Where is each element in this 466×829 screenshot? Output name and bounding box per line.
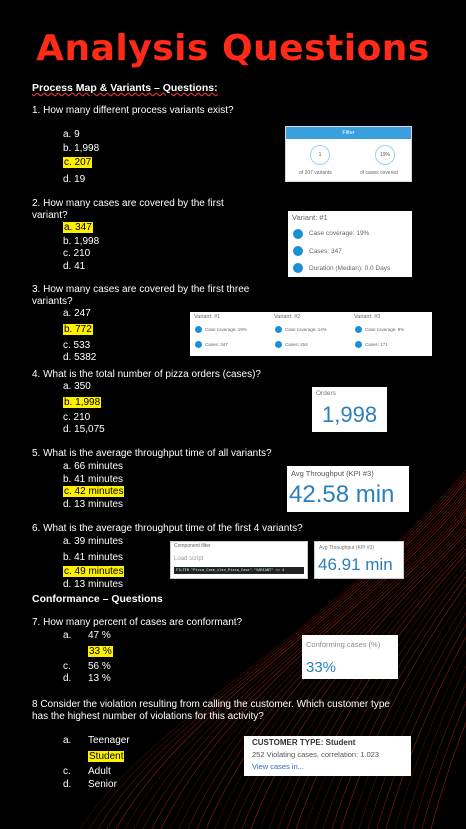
q5-option-a: a. 66 minutes — [63, 461, 124, 472]
q3-option-a: a. 247 — [63, 308, 91, 319]
load-script-label: Load script — [174, 556, 204, 562]
view-cases-link[interactable]: View cases in... — [252, 762, 304, 771]
q3-option-c: c. 533 — [63, 340, 91, 351]
section-heading-conformance: Conformance – Questions — [32, 593, 163, 605]
variants-1-3-widget — [190, 312, 432, 356]
avg-throughput-label: Avg Throughput (KPI #3) — [291, 469, 374, 478]
component-filter-title: Component filter — [174, 543, 211, 549]
kpi3-label: Avg Throughput (KPI #3) — [319, 545, 375, 551]
q2-option-b: b. 1,998 — [63, 236, 100, 247]
question-1: 1. How many different process variants exist? — [32, 105, 234, 116]
q3-option-d: d. 5382 — [63, 352, 97, 363]
q5-option-d: d. 13 minutes — [63, 499, 124, 510]
variant-2-cases-dot — [275, 341, 282, 348]
q8-option-c: Adult — [88, 766, 111, 777]
question-8: 8 Consider the violation resulting from calling the customer. Which customer type has the highest number of violations for this activity? — [32, 699, 390, 722]
question-7: 7. How many percent of cases are conformant? — [32, 617, 243, 628]
q1-option-c-highlighted: c. 207 — [64, 157, 92, 168]
variants-caption: of 207 variants — [299, 170, 332, 176]
q5-option-c-highlighted: c. 42 minutes — [64, 486, 124, 497]
variant-title: Variant: #1 — [292, 213, 328, 222]
variant-count-circle: 1 — [310, 145, 330, 165]
filter-widget — [285, 126, 412, 182]
q1-option-b: b. 1,998 — [63, 143, 100, 154]
avg-throughput-widget — [287, 466, 409, 512]
q4-option-a: a. 350 — [63, 381, 91, 392]
variant-3-coverage: Case coverage: 9% — [365, 327, 405, 332]
q7-option-a: 47 % — [88, 630, 111, 641]
q4-option-c: c. 210 — [63, 412, 91, 423]
q7-option-a-letter: a. — [63, 630, 72, 641]
conforming-cases-widget — [302, 635, 398, 679]
q6-option-d: d. 13 minutes — [63, 579, 124, 590]
question-2: 2. How many cases are covered by the first variant? — [32, 198, 224, 221]
q1-option-a: a. 9 — [63, 129, 80, 140]
variant-3-cases: Cases: 171 — [365, 342, 388, 347]
q6-option-b: b. 41 minutes — [63, 552, 124, 563]
customer-type-title: CUSTOMER TYPE: Student — [252, 738, 356, 747]
q8-option-d-letter: d. — [63, 779, 72, 790]
q4-option-d: d. 15,075 — [63, 424, 105, 435]
page-title: Analysis Questions — [36, 28, 430, 69]
coverage-circle: 19% — [375, 145, 395, 165]
variant-2-cases: Cases: 254 — [285, 342, 308, 347]
q8-option-a-letter: a. — [63, 735, 72, 746]
q2-option-d: d. 41 — [63, 261, 86, 272]
component-filter-widget — [170, 541, 308, 579]
variant-1-cases: Cases: 347 — [205, 342, 228, 347]
q2-option-c: c. 210 — [63, 248, 91, 259]
variant-1-widget — [288, 211, 412, 277]
q8-option-c-letter: c. — [63, 766, 71, 777]
filter-script-code: FILTER "Pizza_Case_xlsx_Pizza_Case"."VARIANT" <= 4 — [174, 567, 304, 574]
q1-option-d: d. 19 — [63, 174, 86, 185]
question-5: 5. What is the average throughput time of all variants? — [32, 448, 272, 459]
section-heading-process-map: Process Map & Variants – Questions: — [32, 82, 218, 94]
variant-1-title: Variant: #1 — [194, 314, 221, 320]
q7-option-d-letter: d. — [63, 673, 72, 684]
violating-cases-text: 252 Violating cases, correlation: 1.023 — [252, 750, 380, 759]
q8-option-d: Senior — [88, 779, 117, 790]
variant-2-title: Variant: #2 — [274, 314, 301, 320]
cases-caption: of cases covered — [360, 170, 398, 176]
variant-3-cases-dot — [355, 341, 362, 348]
q2-option-a-highlighted: a. 347 — [64, 222, 92, 233]
variant-2-coverage-dot — [275, 326, 282, 333]
kpi3-value: 46.91 min — [318, 555, 393, 574]
filter-header: Filter — [286, 127, 411, 139]
q7-option-b-highlighted: 33 % — [89, 646, 112, 657]
variant-1-cases-dot — [195, 341, 202, 348]
avg-throughput-value: 42.58 min — [289, 481, 395, 508]
variant-1-coverage-dot — [195, 326, 202, 333]
q7-option-d: 13 % — [88, 673, 111, 684]
variant-3-coverage-dot — [355, 326, 362, 333]
q7-option-c: 56 % — [88, 661, 111, 672]
conforming-cases-value: 33% — [306, 659, 337, 676]
variant-2-coverage: Case coverage: 14% — [285, 327, 327, 332]
question-3: 3. How many cases are covered by the first three variants? — [32, 284, 250, 307]
coverage-dot — [293, 229, 303, 239]
duration-text: Duration (Median): 0.0 Days — [309, 265, 391, 272]
avg-throughput-first4-widget — [314, 541, 404, 579]
q7-option-c-letter: c. — [63, 661, 71, 672]
question-4: 4. What is the total number of pizza orders (cases)? — [32, 369, 261, 380]
case-coverage-text: Case coverage: 19% — [309, 230, 370, 237]
q5-option-b: b. 41 minutes — [63, 474, 124, 485]
orders-kpi-widget — [312, 387, 387, 432]
variant-1-coverage: Case coverage: 19% — [205, 327, 247, 332]
q8-option-a: Teenager — [88, 735, 130, 746]
q6-option-a: a. 39 minutes — [63, 536, 124, 547]
conforming-cases-label: Conforming cases (%) — [306, 640, 381, 649]
q6-option-c-highlighted: c. 49 minutes — [64, 566, 124, 577]
question-6: 6. What is the average throughput time of the first 4 variants? — [32, 523, 303, 534]
q4-option-b-highlighted: b. 1,998 — [64, 397, 101, 408]
cases-dot — [293, 246, 303, 256]
q3-option-b-highlighted: b. 772 — [64, 324, 92, 335]
cases-text: Cases: 347 — [309, 248, 342, 255]
variant-3-title: Variant: #3 — [354, 314, 381, 320]
orders-value: 1,998 — [322, 402, 378, 427]
customer-type-widget — [244, 736, 411, 776]
orders-label: Orders — [316, 390, 336, 397]
q8-option-b-highlighted: Student — [89, 751, 124, 762]
duration-dot — [293, 263, 303, 273]
